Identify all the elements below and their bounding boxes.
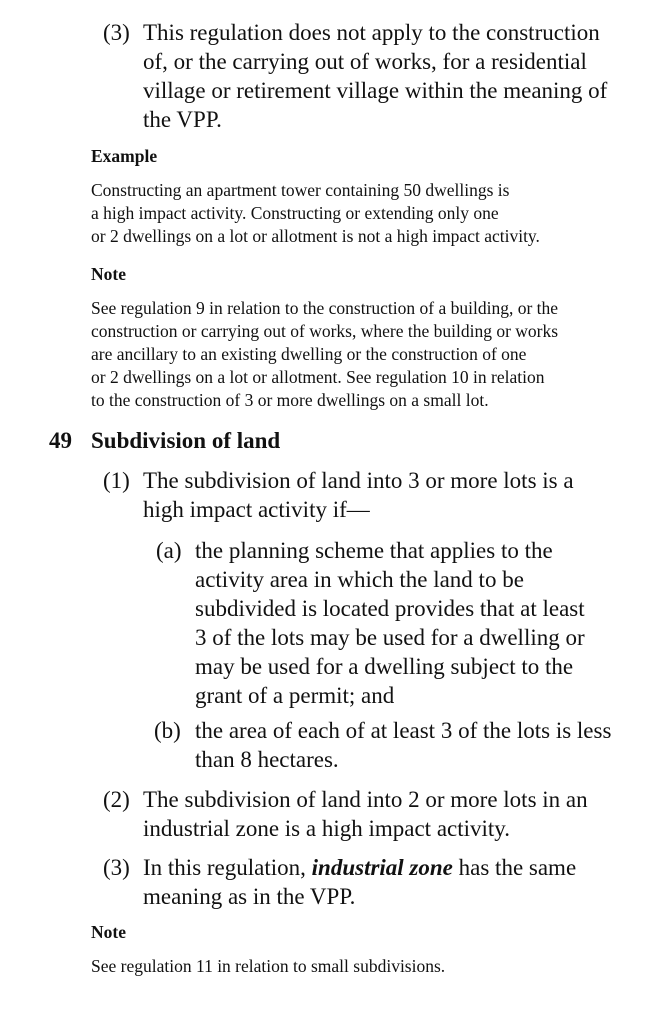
text-line (143, 853, 653, 882)
subregulation-3 (103, 853, 653, 911)
defined-term: industrial zone (311, 855, 453, 880)
text-line: The subdivision of land into 3 or more lots is a (143, 468, 574, 493)
text-line: high impact activity if— (143, 497, 370, 522)
text-line: 3 of the lots may be used for a dwelling or (195, 625, 585, 650)
text-line: This regulation does not apply to the construction (143, 20, 600, 45)
paragraph-b (154, 716, 652, 774)
note-block (91, 263, 651, 412)
text-line: The subdivision of land into 2 or more lots in an (143, 787, 588, 812)
text-line: See regulation 9 in relation to the construction of a building, or the (91, 298, 559, 318)
text-line: Constructing an apartment tower containing 50 dwellings is (91, 180, 510, 200)
note-heading: Note (91, 264, 126, 284)
section-number: 49 (49, 428, 72, 453)
text-line: the planning scheme that applies to the (195, 538, 553, 563)
text-line: activity area in which the land to be (195, 567, 524, 592)
text-line: industrial zone is a high impact activity. (143, 816, 511, 841)
text-line: the area of each of at least 3 of the lots is less (195, 718, 612, 743)
text-line: than 8 hectares. (195, 747, 339, 772)
subregulation-number: (1) (103, 468, 130, 493)
text-line: may be used for a dwelling subject to the (195, 654, 574, 679)
subregulation-3-previous (103, 18, 653, 134)
text-line: are ancillary to an existing dwelling or the construction of one (91, 344, 527, 364)
note-heading: Note (91, 922, 126, 942)
text-line: the VPP. (143, 107, 222, 132)
subregulation-2 (103, 785, 653, 843)
text-line: a high impact activity. Constructing or extending only one (91, 203, 499, 223)
text-line: grant of a permit; and (195, 683, 395, 708)
text-fragment: has the same (452, 855, 577, 880)
text-line: subdivided is located provides that at least (195, 596, 585, 621)
paragraph-label: (b) (154, 718, 181, 743)
note-block (91, 921, 651, 978)
text-line: or 2 dwellings on a lot or allotment is not a high impact activity. (91, 226, 540, 246)
subregulation-1 (103, 466, 653, 524)
example-heading: Example (91, 146, 158, 166)
paragraph-a (156, 536, 651, 710)
text-line: See regulation 11 in relation to small subdivisions. (91, 956, 446, 976)
text-fragment: In this regulation, (143, 855, 312, 880)
subregulation-number: (2) (103, 787, 130, 812)
paragraph-label: (a) (156, 538, 182, 563)
text-line: of, or the carrying out of works, for a residential (143, 49, 587, 74)
text-line: meaning as in the VPP. (143, 884, 356, 909)
section-title: Subdivision of land (91, 428, 281, 453)
text-line: to the construction of 3 or more dwellings on a small lot. (91, 390, 489, 410)
subregulation-number: (3) (103, 20, 130, 45)
text-line: or 2 dwellings on a lot or allotment. See regulation 10 in relation (91, 367, 545, 387)
subregulation-number: (3) (103, 855, 130, 880)
text-line: construction or carrying out of works, where the building or works (91, 321, 559, 341)
example-block (91, 145, 651, 248)
text-line: village or retirement village within the meaning of (143, 78, 608, 103)
